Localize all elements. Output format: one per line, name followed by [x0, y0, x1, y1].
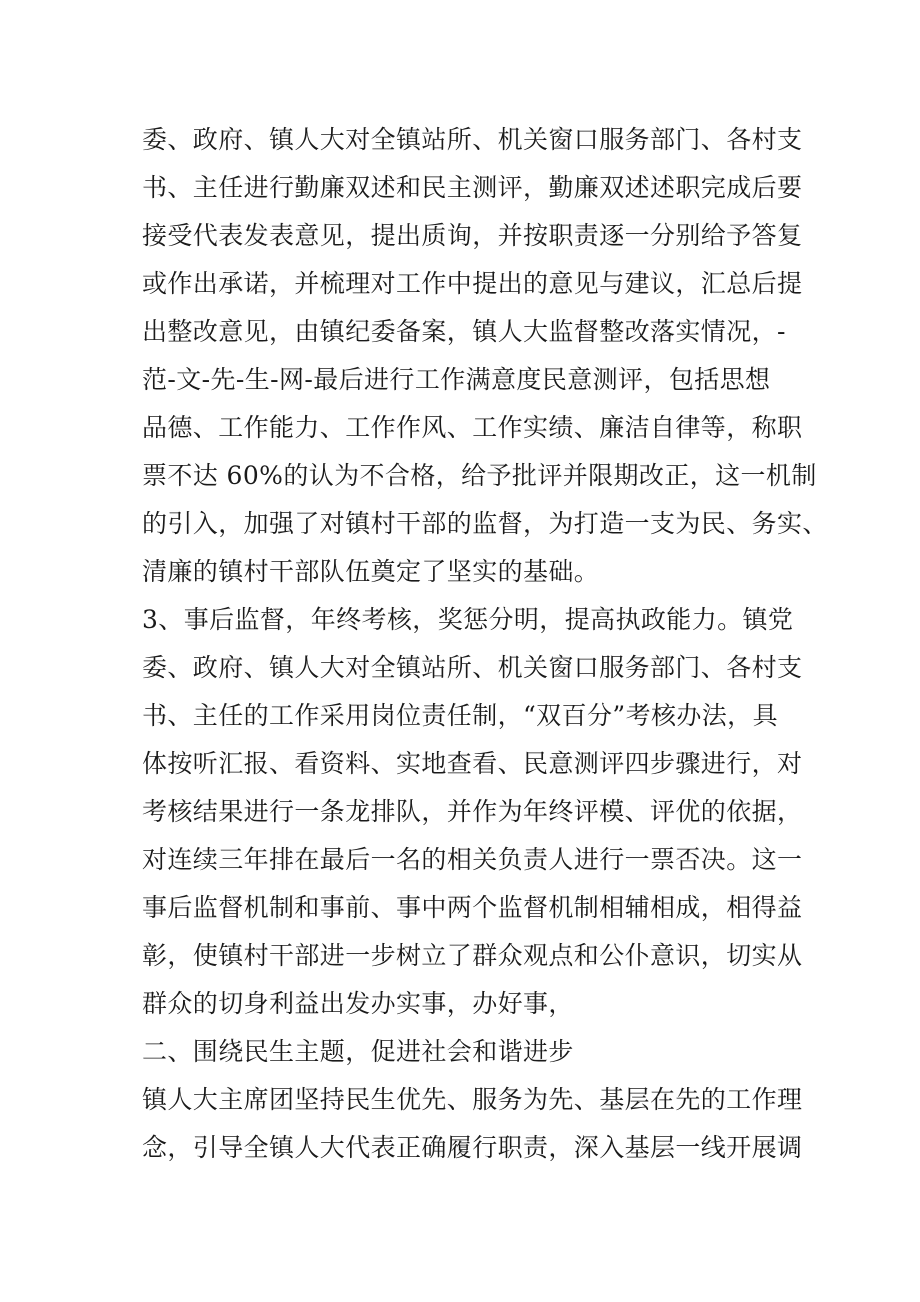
text-line: 彰，使镇村干部进一步树立了群众观点和公仆意识，切实从 [142, 941, 803, 970]
section-heading: 二、围绕民生主题，促进社会和谐进步 [142, 1037, 574, 1066]
text-line: 体按听汇报、看资料、实地查看、民意测评四步骤进行，对 [142, 749, 803, 778]
text-line: 事后监督机制和事前、事中两个监督机制相辅相成，相得益 [142, 893, 803, 922]
body-text [142, 116, 828, 1172]
text-line: 委、政府、镇人大对全镇站所、机关窗口服务部门、各村支 [142, 125, 803, 154]
text-line: 念，引导全镇人大代表正确履行职责，深入基层一线开展调 [142, 1133, 803, 1162]
text-line: 书、主任进行勤廉双述和民主测评，勤廉双述述职完成后要 [142, 173, 803, 202]
text-line: 接受代表发表意见，提出质询，并按职责逐一分别给予答复 [142, 221, 803, 250]
text-line: 委、政府、镇人大对全镇站所、机关窗口服务部门、各村支 [142, 653, 803, 682]
text-line: 清廉的镇村干部队伍奠定了坚实的基础。 [142, 557, 600, 586]
text-line: 群众的切身利益出发办实事，办好事， [142, 989, 574, 1018]
text-line: 书、主任的工作采用岗位责任制，“双百分”考核办法，具 [142, 701, 778, 730]
text-line: 对连续三年排在最后一名的相关负责人进行一票否决。这一 [142, 845, 803, 874]
text-line: 范-文-先-生-网-最后进行工作满意度民意测评，包括思想 [142, 365, 771, 394]
text-line: 考核结果进行一条龙排队，并作为年终评模、评优的依据， [142, 797, 803, 826]
text-line: 镇人大主席团坚持民生优先、服务为先、基层在先的工作理 [142, 1085, 803, 1114]
text-line: 的引入，加强了对镇村干部的监督，为打造一支为民、务实、 [142, 509, 828, 538]
text-line: 票不达 60%的认为不合格，给予批评并限期改正，这一机制 [142, 461, 817, 490]
text-line: 出整改意见，由镇纪委备案，镇人大监督整改落实情况，- [142, 317, 786, 346]
text-line: 或作出承诺，并梳理对工作中提出的意见与建议，汇总后提 [142, 269, 803, 298]
section-item-3: 3、事后监督，年终考核，奖惩分明，提高执政能力。镇党 [142, 605, 794, 634]
text-line: 品德、工作能力、工作作风、工作实绩、廉洁自律等，称职 [142, 413, 803, 442]
